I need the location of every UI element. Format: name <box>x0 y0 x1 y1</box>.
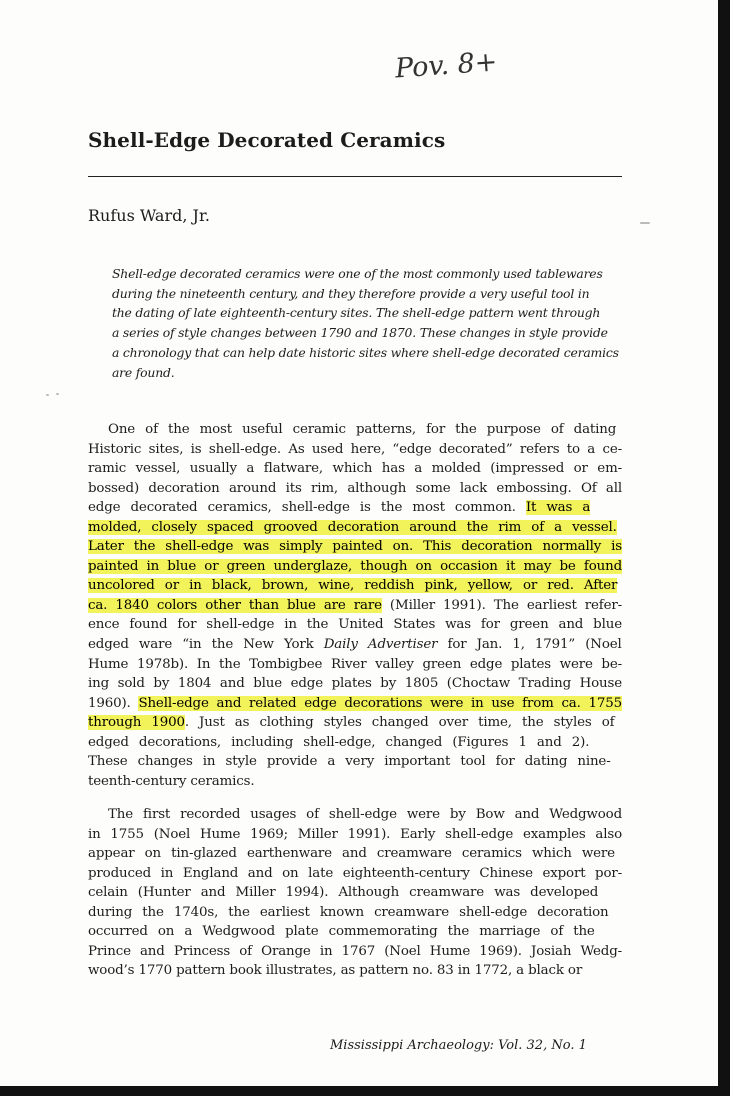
text-run: edge decorated ceramics, shell-edge is the most common. <box>88 500 526 516</box>
body-line: Historic sites, is shell-edge. As used here, “edge decorated” refers to a ce- <box>88 441 622 457</box>
title-rule <box>88 176 622 177</box>
body-line: in 1755 (Noel Hume 1969; Miller 1991). Early shell-edge examples also <box>88 826 622 842</box>
body-line: ing sold by 1804 and blue edge plates by 1805 (Choctaw Trading House <box>88 676 622 692</box>
text-run: edged ware “in the New York <box>88 637 324 653</box>
body-line: ramic vessel, usually a flatware, which has a molded (impressed or em- <box>88 461 622 477</box>
body-line: The first recorded usages of shell-edge were by Bow and Wedgwood <box>108 807 622 822</box>
body-line: ence found for shell-edge in the United States was for green and blue <box>88 617 622 633</box>
body-line: These changes in style provide a very important tool for dating nine- <box>88 754 611 770</box>
highlighted-text: painted in blue or green underglaze, though on occasion it may be found <box>88 558 622 574</box>
text-run: 1960). <box>88 695 139 711</box>
body-line <box>88 518 622 538</box>
newspaper-title: Daily Advertiser <box>323 637 438 653</box>
body-line: Hume 1978b). In the Tombigbee River valley green edge plates were be- <box>88 656 622 672</box>
body-line: One of the most useful ceramic patterns, for the purpose of dating <box>108 422 617 437</box>
article-title: Shell-Edge Decorated Ceramics <box>88 128 446 152</box>
body-line <box>88 576 622 596</box>
journal-footer: Mississippi Archaeology: Vol. 32, No. 1 <box>330 1038 587 1053</box>
highlighted-text: ca. 1840 colors other than blue are rare <box>88 597 382 613</box>
body-line: during the 1740s, the earliest known creamware shell-edge decoration <box>88 904 609 920</box>
highlighted-text: molded, closely spaced grooved decoration around the rim of a vessel. <box>88 519 617 535</box>
body-line: celain (Hunter and Miller 1994). Although creamware was developed <box>88 885 599 901</box>
abstract-line: the dating of late eighteenth-century sites. The shell-edge pattern went through <box>112 305 601 321</box>
abstract <box>112 264 622 382</box>
scan-speck <box>640 222 650 224</box>
body-line: occurred on a Wedgwood plate commemorating the marriage of the <box>88 924 595 940</box>
scan-border-right <box>718 0 730 1096</box>
body-line <box>88 713 622 733</box>
text-run: for Jan. 1, 1791” (Noel <box>437 637 622 653</box>
body-line <box>88 557 622 577</box>
body-line: teenth-century ceramics. <box>88 773 255 789</box>
body-paragraph-2 <box>88 805 622 981</box>
handwritten-note: Pov. 8+ <box>394 46 499 85</box>
body-line: edged decorations, including shell-edge, changed (Figures 1 and 2). <box>88 734 590 750</box>
abstract-line: a series of style changes between 1790 and 1870. These changes in style provide <box>112 325 608 341</box>
body-line <box>88 498 622 518</box>
scan-border-bottom <box>0 1086 730 1096</box>
highlighted-text: Shell-edge and related edge decorations were in use from ca. 1755 <box>138 695 622 711</box>
body-line: bossed) decoration around its rim, although some lack embossing. Of all <box>88 480 622 496</box>
text-run: (Miller 1991). The earliest refer- <box>381 597 622 613</box>
body-line: produced in England and on late eighteenth-century Chinese export por- <box>88 865 622 881</box>
body-paragraph-1 <box>88 420 622 791</box>
body-line <box>88 596 622 616</box>
abstract-line: during the nineteenth century, and they therefore provide a very useful tool in <box>112 285 590 301</box>
body-line: Prince and Princess of Orange in 1767 (Noel Hume 1969). Josiah Wedg- <box>88 943 622 959</box>
body-line <box>88 537 622 557</box>
body-line: appear on tin-glazed earthenware and creamware ceramics which were <box>88 846 615 862</box>
highlighted-text: Later the shell-edge was simply painted on. This decoration normally is <box>88 539 622 555</box>
highlighted-text: It was a <box>525 500 591 516</box>
abstract-line: a chronology that can help date historic sites where shell-edge decorated ceramics <box>112 344 619 360</box>
article-author: Rufus Ward, Jr. <box>88 206 210 225</box>
body-line: wood’s 1770 pattern book illustrates, as pattern no. 83 in 1772, a black or <box>88 963 583 979</box>
text-run: . Just as clothing styles changed over time, the styles of <box>184 715 615 731</box>
abstract-line: Shell-edge decorated ceramics were one of the most commonly used tablewares <box>112 266 603 281</box>
highlighted-text: uncolored or in black, brown, wine, reddish pink, yellow, or red. After <box>88 578 618 594</box>
body-line <box>88 694 622 714</box>
scan-speck <box>46 394 49 396</box>
highlighted-text: through 1900 <box>88 715 185 731</box>
scan-speck <box>56 393 59 395</box>
abstract-line: are found. <box>112 364 175 380</box>
body-line <box>88 635 622 655</box>
